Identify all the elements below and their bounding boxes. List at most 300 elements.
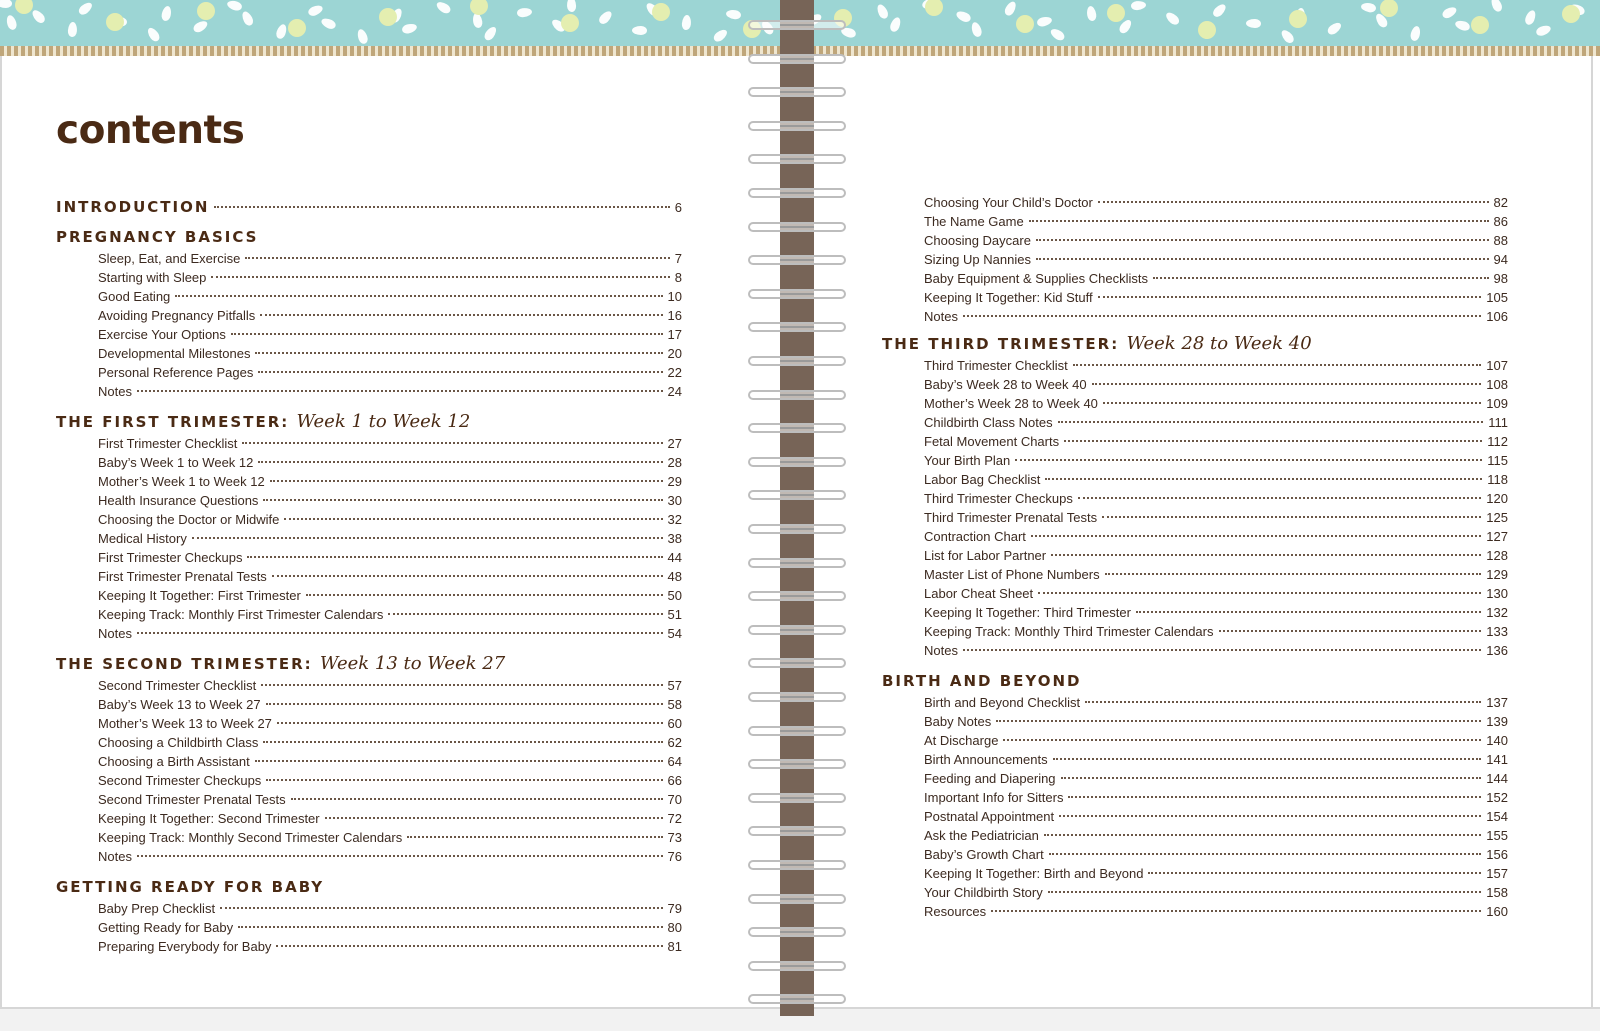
leader-dots <box>1153 277 1489 279</box>
leaf-pattern-icon <box>1246 19 1261 29</box>
toc-entry-label: Labor Bag Checklist <box>924 472 1041 487</box>
dot-pattern-icon <box>106 13 124 31</box>
toc-page-number: 128 <box>1486 548 1508 563</box>
toc-page-number: 125 <box>1486 510 1508 525</box>
toc-entry-label: Exercise Your Options <box>98 327 226 342</box>
leader-dots <box>284 518 662 520</box>
toc-entry-label: Notes <box>98 849 132 864</box>
toc-entry-label: Getting Ready for Baby <box>98 920 234 935</box>
leaf-pattern-icon <box>226 0 243 12</box>
toc-page-number: 112 <box>1487 434 1508 449</box>
leader-dots <box>175 295 662 297</box>
toc-entry-label: Choosing the Doctor or Midwife <box>98 512 280 527</box>
spiral-coil <box>748 658 846 668</box>
toc-entry[interactable] <box>98 752 682 771</box>
leaf-pattern-icon <box>1326 20 1343 36</box>
toc-entry[interactable] <box>924 731 1508 750</box>
spiral-coil <box>748 692 846 702</box>
toc-entry[interactable] <box>98 434 682 453</box>
toc-page-number: 155 <box>1486 828 1508 843</box>
leader-dots <box>1029 220 1489 222</box>
toc-entry-label: Keeping Track: Monthly Second Trimester Calendars <box>98 830 403 845</box>
spiral-coil <box>748 994 846 1004</box>
toc-entry[interactable] <box>98 344 682 363</box>
toc-entry-label: Labor Cheat Sheet <box>924 586 1034 601</box>
leader-dots <box>276 945 662 947</box>
page-title: contents <box>56 108 245 153</box>
toc-page-number: 54 <box>667 626 682 641</box>
leader-dots <box>1092 383 1482 385</box>
spiral-coil <box>748 356 846 366</box>
toc-entry[interactable] <box>924 269 1508 288</box>
leaf-pattern-icon <box>307 3 324 17</box>
dot-pattern-icon <box>925 0 943 16</box>
leaf-pattern-icon <box>725 9 741 20</box>
toc-entry[interactable] <box>98 453 682 472</box>
toc-page-number: 154 <box>1486 809 1508 824</box>
leaf-pattern-icon <box>192 19 209 34</box>
leaf-pattern-icon <box>435 0 452 15</box>
spiral-coil <box>748 726 846 736</box>
leaf-pattern-icon <box>889 16 903 33</box>
spiral-coil <box>748 255 846 265</box>
toc-entry[interactable] <box>924 622 1508 641</box>
leaf-pattern-icon <box>275 23 289 40</box>
toc-entry[interactable] <box>924 546 1508 565</box>
toc-entry[interactable] <box>924 565 1508 584</box>
toc-entry-label: Keeping Track: Monthly First Trimester Calendars <box>98 607 384 622</box>
toc-entry-label: Sleep, Eat, and Exercise <box>98 251 241 266</box>
leaf-pattern-icon <box>712 27 729 43</box>
leader-dots <box>266 779 662 781</box>
toc-entry[interactable] <box>98 624 682 643</box>
toc-entry[interactable] <box>98 472 682 491</box>
toc-entry[interactable] <box>924 356 1508 375</box>
leader-dots <box>258 371 662 373</box>
toc-entry[interactable] <box>924 902 1508 921</box>
leader-dots <box>137 390 663 392</box>
leader-dots <box>231 333 663 335</box>
leaf-pattern-icon <box>5 14 18 31</box>
spiral-coil <box>748 188 846 198</box>
toc-page-number: 44 <box>667 550 682 565</box>
toc-page-number: 8 <box>674 270 682 285</box>
toc-entry-label: Baby’s Growth Chart <box>924 847 1044 862</box>
toc-page-number: 50 <box>667 588 682 603</box>
toc-entry[interactable] <box>924 641 1508 660</box>
dot-pattern-icon <box>15 0 33 14</box>
toc-page-number: 30 <box>667 493 682 508</box>
dot-pattern-icon <box>1289 10 1307 28</box>
toc-entry[interactable] <box>98 306 682 325</box>
toc-entry[interactable] <box>98 382 682 401</box>
leaf-pattern-icon <box>955 9 972 23</box>
toc-page-number: 94 <box>1493 252 1508 267</box>
toc-entry-label: Baby’s Week 28 to Week 40 <box>924 377 1087 392</box>
toc-entry[interactable] <box>924 231 1508 250</box>
leader-dots <box>260 314 662 316</box>
toc-heading: INTRODUCTION <box>56 198 210 216</box>
leaf-pattern-icon <box>240 10 255 27</box>
leader-dots <box>220 907 662 909</box>
leaf-pattern-icon <box>67 22 77 38</box>
leader-dots <box>137 632 663 634</box>
leader-dots <box>1036 258 1489 260</box>
section-heading-subtitle: Week 13 to Week 27 <box>319 653 506 674</box>
toc-page-number: 76 <box>667 849 682 864</box>
toc-entry-label: Keeping It Together: Third Trimester <box>924 605 1131 620</box>
leaf-pattern-icon <box>1131 0 1147 11</box>
toc-entry[interactable] <box>924 212 1508 231</box>
toc-entry[interactable] <box>924 288 1508 307</box>
toc-entry-label: Notes <box>924 309 958 324</box>
leader-dots <box>245 257 669 259</box>
spiral-coil <box>748 390 846 400</box>
toc-entry[interactable] <box>98 287 682 306</box>
toc-entry-label: Keeping It Together: Second Trimester <box>98 811 320 826</box>
toc-section-heading[interactable] <box>882 333 1312 355</box>
toc-page-number: 141 <box>1486 752 1508 767</box>
spiral-coil <box>748 826 846 836</box>
toc-page-number: 62 <box>667 735 682 750</box>
toc-page-number: 72 <box>667 811 682 826</box>
leaf-pattern-icon <box>1454 19 1471 32</box>
toc-entry-label: Your Childbirth Story <box>924 885 1043 900</box>
section-heading-subtitle: Week 28 to Week 40 <box>1126 333 1312 354</box>
toc-entry[interactable] <box>924 788 1508 807</box>
toc-entry[interactable] <box>924 864 1508 883</box>
leader-dots <box>325 817 663 819</box>
leaf-pattern-icon <box>1164 10 1181 27</box>
leader-dots <box>277 722 663 724</box>
toc-entry[interactable] <box>98 586 682 605</box>
spiral-coil <box>748 793 846 803</box>
toc-entry-label: Personal Reference Pages <box>98 365 254 380</box>
toc-entry[interactable] <box>924 250 1508 269</box>
toc-entry[interactable] <box>924 375 1508 394</box>
leader-dots <box>1064 440 1482 442</box>
toc-entry[interactable] <box>924 584 1508 603</box>
toc-entry[interactable] <box>98 325 682 344</box>
right-page-edge <box>1591 56 1593 1031</box>
toc-entry[interactable] <box>98 268 682 287</box>
toc-page-number: 28 <box>667 455 682 470</box>
leader-dots <box>1031 535 1481 537</box>
toc-page-number: 106 <box>1486 309 1508 324</box>
leaf-pattern-icon <box>1003 0 1018 17</box>
toc-entry-label: Important Info for Sitters <box>924 790 1064 805</box>
toc-page-number: 127 <box>1486 529 1508 544</box>
toc-entry[interactable] <box>98 363 682 382</box>
toc-section-heading[interactable] <box>56 226 258 248</box>
leader-dots <box>306 594 663 596</box>
toc-page-number: 64 <box>667 754 682 769</box>
toc-entry[interactable] <box>924 307 1508 326</box>
leader-dots <box>258 461 662 463</box>
leader-dots <box>238 926 662 928</box>
spiral-coil <box>748 289 846 299</box>
toc-entry[interactable] <box>924 693 1508 712</box>
toc-page-number: 38 <box>667 531 682 546</box>
leader-dots <box>266 703 663 705</box>
toc-entry-label: First Trimester Prenatal Tests <box>98 569 267 584</box>
leaf-pattern-icon <box>1524 9 1538 26</box>
toc-entry-label: Health Insurance Questions <box>98 493 259 508</box>
toc-entry-label: Keeping It Together: Kid Stuff <box>924 290 1093 305</box>
section-heading-text: BIRTH AND BEYOND <box>882 672 1082 690</box>
leaf-pattern-icon <box>161 5 173 22</box>
toc-page-number: 107 <box>1486 358 1508 373</box>
leader-dots <box>291 798 663 800</box>
leader-dots <box>1103 402 1481 404</box>
leader-dots <box>1136 611 1481 613</box>
toc-page-number: 10 <box>667 289 682 304</box>
toc-entry[interactable] <box>924 769 1508 788</box>
leaf-pattern-icon <box>1441 5 1458 20</box>
toc-entry-label: Second Trimester Prenatal Tests <box>98 792 286 807</box>
toc-page-number: 81 <box>667 939 682 954</box>
toc-page-number: 160 <box>1486 904 1508 919</box>
toc-section-heading[interactable] <box>882 670 1082 692</box>
toc-entry[interactable] <box>924 470 1508 489</box>
toc-entry-label: Mother’s Week 13 to Week 27 <box>98 716 272 731</box>
toc-entry-label: Notes <box>98 626 132 641</box>
toc-entry-label: Mother’s Week 28 to Week 40 <box>924 396 1098 411</box>
toc-page-number: 66 <box>667 773 682 788</box>
toc-entry[interactable] <box>98 828 682 847</box>
toc-entry[interactable] <box>924 413 1508 432</box>
leader-dots <box>270 480 663 482</box>
toc-page-number: 152 <box>1486 790 1508 805</box>
leaf-pattern-icon <box>517 7 533 18</box>
toc-introduction[interactable] <box>56 196 682 218</box>
toc-section-heading[interactable] <box>56 876 324 898</box>
toc-page-number: 111 <box>1488 415 1508 430</box>
toc-entry-label: Notes <box>924 643 958 658</box>
leaf-pattern-icon <box>632 26 647 35</box>
dot-pattern-icon <box>1471 16 1489 34</box>
toc-page-number: 137 <box>1486 695 1508 710</box>
leader-dots <box>1102 516 1481 518</box>
toc-page-number: 88 <box>1493 233 1508 248</box>
dot-pattern-icon <box>288 19 306 37</box>
toc-page-number: 133 <box>1486 624 1508 639</box>
toc-entry[interactable] <box>98 605 682 624</box>
spiral-coil <box>748 457 846 467</box>
toc-entry-label: Second Trimester Checkups <box>98 773 262 788</box>
leader-dots <box>192 537 663 539</box>
spiral-coil <box>748 894 846 904</box>
toc-entry[interactable] <box>98 567 682 586</box>
toc-entry[interactable] <box>924 489 1508 508</box>
leader-dots <box>1105 573 1482 575</box>
toc-entry-label: Starting with Sleep <box>98 270 207 285</box>
toc-entry-label: Notes <box>98 384 132 399</box>
toc-page-number: 130 <box>1486 586 1508 601</box>
leader-dots <box>1053 758 1482 760</box>
section-heading-text: GETTING READY FOR BABY <box>56 878 325 896</box>
toc-entry-label: Birth and Beyond Checklist <box>924 695 1081 710</box>
section-heading-text: PREGNANCY BASICS <box>56 228 259 246</box>
toc-entry[interactable] <box>924 394 1508 413</box>
leader-dots <box>1044 834 1481 836</box>
toc-entry[interactable] <box>98 790 682 809</box>
toc-page-number: 7 <box>674 251 682 266</box>
toc-page-number: 16 <box>667 308 682 323</box>
leaf-pattern-icon <box>30 8 47 25</box>
leader-dots <box>1038 592 1481 594</box>
dot-pattern-icon <box>561 14 579 32</box>
leader-dots <box>1036 239 1489 241</box>
toc-entry[interactable] <box>98 847 682 866</box>
toc-entry-label: Keeping It Together: First Trimester <box>98 588 301 603</box>
toc-entry[interactable] <box>98 714 682 733</box>
dot-pattern-icon <box>652 3 670 21</box>
toc-page-number: 48 <box>667 569 682 584</box>
leader-dots <box>991 910 1481 912</box>
toc-entry[interactable] <box>924 750 1508 769</box>
leader-dots <box>1059 815 1481 817</box>
toc-entry[interactable] <box>98 695 682 714</box>
toc-page-number: 22 <box>667 365 682 380</box>
toc-page-number: 73 <box>667 830 682 845</box>
toc-entry-label: Mother’s Week 1 to Week 12 <box>98 474 265 489</box>
toc-entry[interactable] <box>924 508 1508 527</box>
toc-page-number: 57 <box>667 678 682 693</box>
toc-entry-label: Third Trimester Checkups <box>924 491 1073 506</box>
toc-entry-label: First Trimester Checkups <box>98 550 243 565</box>
toc-entry-label: Choosing Daycare <box>924 233 1031 248</box>
toc-entry-label: Ask the Pediatrician <box>924 828 1039 843</box>
toc-entry[interactable] <box>98 771 682 790</box>
toc-entry[interactable] <box>924 527 1508 546</box>
left-page-edge <box>0 56 2 1031</box>
section-heading-text: THE FIRST TRIMESTER: <box>56 413 290 431</box>
leaf-pattern-icon <box>320 16 337 30</box>
dot-pattern-icon <box>1198 21 1216 39</box>
toc-entry[interactable] <box>98 899 682 918</box>
toc-page-number: 70 <box>667 792 682 807</box>
dot-pattern-icon <box>197 2 215 20</box>
toc-entry-label: At Discharge <box>924 733 999 748</box>
toc-entry-label: Choosing a Childbirth Class <box>98 735 259 750</box>
toc-entry[interactable] <box>924 807 1508 826</box>
toc-page-number: 79 <box>667 901 682 916</box>
toc-entry[interactable] <box>98 548 682 567</box>
toc-entry[interactable] <box>924 883 1508 902</box>
leader-dots <box>1073 364 1482 366</box>
leader-dots <box>1078 497 1481 499</box>
toc-entry[interactable] <box>98 529 682 548</box>
toc-page-number: 157 <box>1486 866 1508 881</box>
dot-pattern-icon <box>379 8 397 26</box>
leader-dots <box>211 276 669 278</box>
toc-entry-label: Baby Prep Checklist <box>98 901 216 916</box>
leaf-pattern-icon <box>1036 15 1053 27</box>
toc-entry[interactable] <box>98 937 682 956</box>
leader-dots <box>1085 701 1481 703</box>
leaf-pattern-icon <box>77 0 94 16</box>
toc-page-number: 17 <box>667 327 682 342</box>
spiral-coil <box>748 961 846 971</box>
spiral-coil <box>748 87 846 97</box>
leaf-pattern-icon <box>146 26 162 43</box>
toc-entry-label: The Name Game <box>924 214 1024 229</box>
spiral-coil <box>748 927 846 937</box>
toc-entry[interactable] <box>98 733 682 752</box>
leader-dots <box>1045 478 1482 480</box>
toc-page-number: 115 <box>1487 453 1508 468</box>
spiral-coil <box>748 222 846 232</box>
toc-entry[interactable] <box>924 712 1508 731</box>
toc-entry-label: Postnatal Appointment <box>924 809 1055 824</box>
toc-page-number: 105 <box>1486 290 1508 305</box>
toc-page-number: 27 <box>667 436 682 451</box>
toc-page-number: 139 <box>1486 714 1508 729</box>
leader-dots <box>263 741 662 743</box>
toc-entry-label: First Trimester Checklist <box>98 436 238 451</box>
toc-entry-label: Medical History <box>98 531 187 546</box>
dot-pattern-icon <box>1107 4 1125 22</box>
toc-entry-label: Master List of Phone Numbers <box>924 567 1100 582</box>
toc-entry-label: Third Trimester Prenatal Tests <box>924 510 1098 525</box>
leader-dots <box>1049 853 1482 855</box>
leader-dots <box>1098 296 1482 298</box>
toc-entry[interactable] <box>924 845 1508 864</box>
toc-entry-label: Childbirth Class Notes <box>924 415 1053 430</box>
leader-dots <box>1015 459 1482 461</box>
toc-entry[interactable] <box>98 491 682 510</box>
spiral-coil <box>748 558 846 568</box>
leaf-pattern-icon <box>1049 27 1066 43</box>
toc-entry[interactable] <box>98 249 682 268</box>
toc-page-number: 109 <box>1486 396 1508 411</box>
toc-entry-label: Fetal Movement Charts <box>924 434 1060 449</box>
toc-entry-label: List for Labor Partner <box>924 548 1047 563</box>
toc-page-number: 20 <box>667 346 682 361</box>
toc-entry[interactable] <box>98 676 682 695</box>
leaf-pattern-icon <box>1535 24 1552 38</box>
toc-entry[interactable] <box>98 510 682 529</box>
toc-entry[interactable] <box>924 451 1508 470</box>
toc-section-heading[interactable] <box>56 653 505 675</box>
toc-entry[interactable] <box>98 809 682 828</box>
spiral-coil <box>748 860 846 870</box>
toc-page-number: 29 <box>667 474 682 489</box>
toc-entry-label: Resources <box>924 904 987 919</box>
spiral-coil <box>748 625 846 635</box>
spiral-coil <box>748 490 846 500</box>
section-heading-subtitle: Week 1 to Week 12 <box>296 411 471 432</box>
toc-page-number: 132 <box>1486 605 1508 620</box>
toc-entry[interactable] <box>924 432 1508 451</box>
leaf-pattern-icon <box>875 3 890 20</box>
toc-entry-label: Contraction Chart <box>924 529 1026 544</box>
leaf-pattern-icon <box>1279 28 1296 45</box>
toc-entry[interactable] <box>924 826 1508 845</box>
leader-dots <box>255 352 662 354</box>
toc-entry-label: Third Trimester Checklist <box>924 358 1068 373</box>
toc-page-number: 156 <box>1486 847 1508 862</box>
toc-entry[interactable] <box>924 603 1508 622</box>
toc-page-number: 82 <box>1493 195 1508 210</box>
toc-section-heading[interactable] <box>56 411 470 433</box>
toc-page-number: 6 <box>674 200 682 215</box>
toc-entry[interactable] <box>924 193 1508 212</box>
toc-entry[interactable] <box>98 918 682 937</box>
leaf-pattern-icon <box>356 28 369 45</box>
dot-pattern-icon <box>1016 15 1034 33</box>
